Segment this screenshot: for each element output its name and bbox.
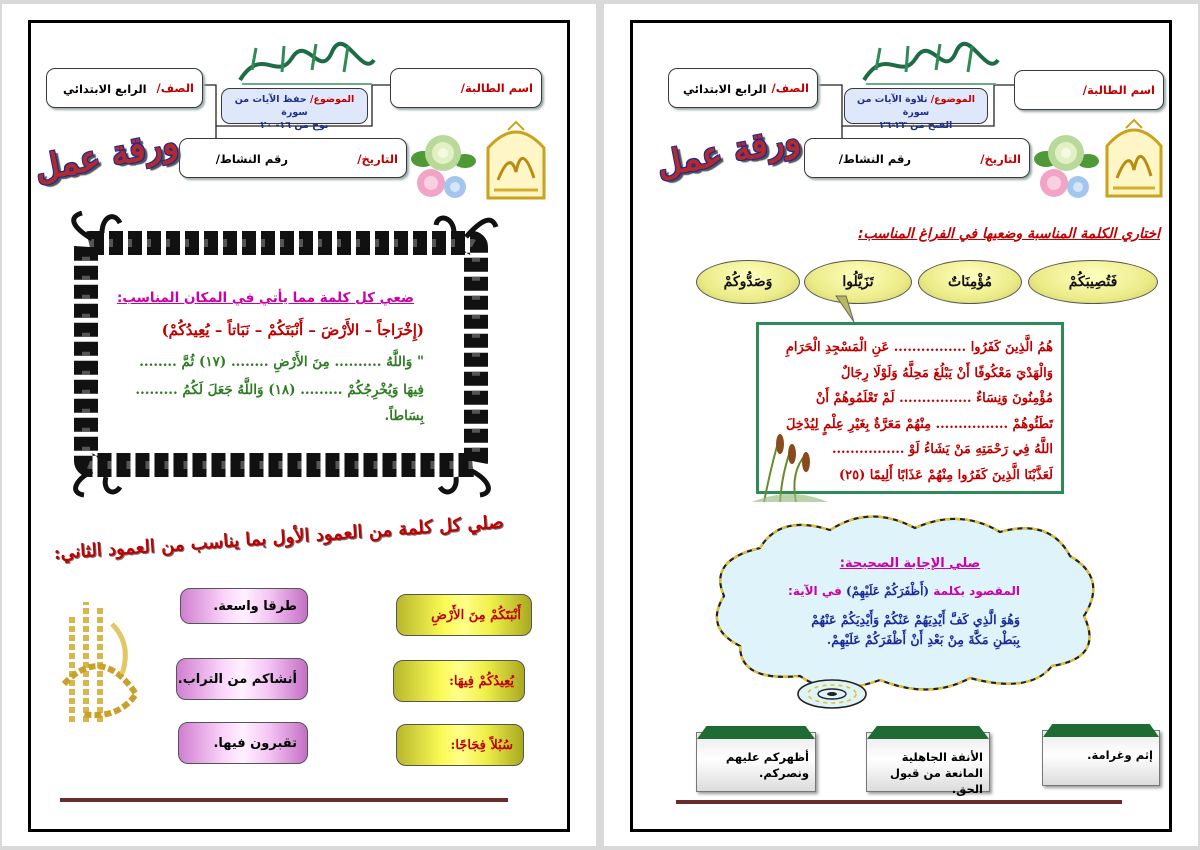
tab-top (697, 726, 815, 739)
topic-value: حفظ الآيات من سورة (234, 94, 308, 118)
student-name-label: اسم الطالبة/ (1082, 83, 1155, 97)
bottom-rule (60, 798, 508, 802)
date-activity-box[interactable] (804, 138, 1030, 178)
class-value: الرابع الابتدائي (63, 82, 147, 96)
match-col2-text: أنشاكم من التراب. (177, 671, 297, 687)
answer-option-2[interactable] (866, 732, 990, 796)
student-name-label: اسم الطالبة/ (460, 81, 533, 95)
q2-heading: صلي الإجابة الصحيحة: (839, 556, 981, 571)
match-col1-item-2[interactable] (393, 660, 525, 702)
verse-line-3: بِسَاطاً. (384, 408, 424, 424)
q2-heading: صلي كل كلمة من العمود الأول بما يناسب من العمود الثاني: (53, 511, 505, 565)
topic-value: تلاوة الآيات من سورة (857, 94, 930, 118)
q2-prompt (722, 584, 1020, 598)
match-col1-text: يُعِيدُكُمْ فِيهَا: (449, 673, 514, 689)
verse-line: اللَّهُ فِي رَحْمَتِهِ مَنْ يَشَاءُ لَوْ ................ (831, 442, 1053, 457)
match-col1-text: أَنْبَتَكُمْ مِنَ الأَرْضِ (431, 607, 521, 623)
prompt-text: المقصود بكلمة (933, 584, 1020, 598)
word-option-text: مُؤْمِنَاتٌ (948, 274, 992, 290)
roses-decoration-icon (1030, 129, 1100, 204)
student-name-box[interactable] (390, 68, 542, 108)
connector-triangle (744, 294, 984, 324)
verse-line: تَطَئُوهُمْ ................ مِنْهُمْ مَعَرَّةٌ بِغَيْرِ عِلْمٍ لِيُدْخِلَ (785, 416, 1053, 432)
class-label: الصف/ (156, 81, 194, 95)
thought-cloud-tail (784, 672, 874, 732)
verse-line: هُمُ الَّذِينَ كَفَرُوا ................ عَنِ الْمَسْجِدِ الْحَرَامِ (785, 340, 1053, 355)
answer-text: أظهركم عليهم ونصركم. (725, 750, 809, 780)
verse-line: مُؤْمِنُونَ وَنِسَاءٌ ................ لَمْ تَعْلَمُوهُمْ أَنْ (815, 391, 1053, 406)
date-label: التاريخ/ (357, 152, 398, 166)
activity-number-label: رقم النشاط/ (838, 152, 911, 166)
answer-option-3[interactable] (696, 732, 816, 792)
activity-number-label: رقم النشاط/ (215, 152, 288, 166)
topic-box (844, 88, 988, 131)
q2-verse-line-2: بِبَطْنِ مَكَّةَ مِنْ بَعْدِ أَنْ أَظْفَرَكُمْ عَلَيْهِمْ. (826, 632, 1020, 647)
class-box[interactable] (46, 68, 203, 108)
verse-line-2: فِيهَا وَيُخْرِجُكُمْ ......... (١٨) وَاللَّهُ جَعَلَ لَكُمُ ......... (135, 382, 424, 398)
q1-heading: ضعي كل كلمة مما يأتي في المكان المناسب: (116, 290, 414, 306)
match-col2-item-2[interactable] (176, 658, 308, 700)
answer-text: الأنفة الجاهلية المانعة من قبول الحق. (890, 750, 983, 796)
match-col1-item-1[interactable] (396, 594, 532, 636)
tab-top (867, 726, 989, 739)
match-col2-item-1[interactable] (180, 588, 308, 624)
basmala-calligraphy-icon (856, 40, 1006, 90)
muhammad-calligraphy-icon (1101, 118, 1167, 198)
answer-option-1[interactable] (1042, 730, 1160, 786)
answer-text: إثم وغرامة. (1087, 748, 1153, 762)
verse-line: لَعَذَّبْنَا الَّذِينَ كَفَرُوا مِنْهُمْ عَذَابًا أَلِيمًا (٢٥) (838, 467, 1053, 483)
word-option-text: وَصَدُّوكُمْ (723, 274, 773, 290)
match-col2-text: طرقا واسعة. (213, 598, 297, 614)
topic-key: الموضوع/ (930, 94, 975, 105)
topic-key: الموضوع/ (309, 94, 355, 105)
topic-range: نوح من ١٦- ٢٠ (260, 120, 329, 131)
muhammad-calligraphy-icon (480, 120, 552, 200)
word-option-1[interactable] (1028, 260, 1158, 304)
q2-verse-line-1: وَهُوَ الَّذِي كَفَّ أَيْدِيَهُمْ عَنْكُمْ وَأَيْدِيَكُمْ عَنْهُمْ (811, 612, 1020, 627)
word-bank: (إِخْرَاجاً – الأَرْضَ – أَنْبَتَكُمْ – نَبَاتاً – يُعِيدُكُمْ) (161, 321, 424, 339)
topic-range: الفتح من ٢٣-٢٦ (879, 120, 953, 131)
worksheet-title: ورقة عمل (653, 118, 804, 186)
word-option-text: تَزَيَّلُوا (842, 274, 874, 290)
worksheet-title: ورقة عمل (31, 122, 182, 190)
q1-heading: اختاري الكلمة المناسبة وضعيها في الفراغ المناسب: (857, 226, 1160, 242)
basmala-calligraphy-icon (232, 40, 382, 90)
student-name-box[interactable] (1014, 70, 1164, 110)
cattail-plant-icon (750, 432, 830, 504)
bottom-rule (676, 800, 1122, 804)
match-col2-item-3[interactable] (178, 722, 308, 764)
topic-box (221, 88, 368, 131)
verse-line: وَالْهَدْيَ مَعْكُوفًا أَنْ يَبْلُغَ مَحِلَّهُ وَلَوْلَا رِجَالٌ (841, 365, 1053, 381)
date-activity-box[interactable] (179, 138, 407, 178)
worksheet-page-left (2, 4, 596, 846)
prompt-keyword: (أَظْفَرَكُمْ عَلَيْهِمْ) (846, 584, 930, 598)
tab-top (1043, 724, 1159, 737)
class-value: الرابع الابتدائي (683, 82, 767, 96)
roses-decoration-icon (407, 129, 477, 204)
date-label: التاريخ/ (980, 152, 1021, 166)
allah-jalla-jalaluh-calligraphy-icon (52, 584, 147, 729)
match-col1-item-3[interactable] (396, 724, 524, 766)
match-col2-text: تقبرون فيها. (213, 735, 297, 751)
worksheet-page-right (604, 4, 1198, 846)
word-option-text: فَتُصِيبَكُمْ (1068, 274, 1118, 290)
verse-line-1: " وَاللَّهُ .......... مِنَ الأَرْضِ ........ (١٧) ثُمَّ ........ (139, 354, 424, 370)
class-box[interactable] (668, 68, 818, 108)
prompt-text: في الآية: (788, 584, 842, 598)
match-col1-text: سُبُلاً فِجَاجًا: (450, 737, 513, 753)
class-label: الصف/ (771, 81, 809, 95)
